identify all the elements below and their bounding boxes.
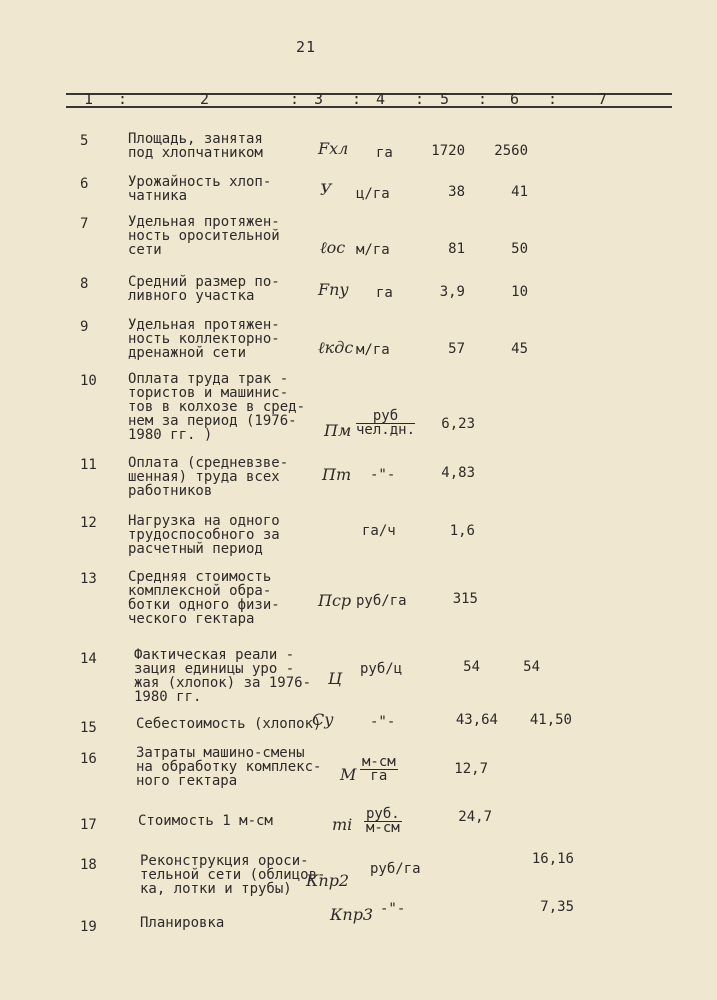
- row-number: 13: [80, 571, 97, 587]
- row-number: 16: [80, 751, 97, 767]
- row-symbol: Кпр3: [330, 905, 374, 924]
- row-value-col5: 24,7: [458, 809, 492, 825]
- unit-denominator: м-см: [366, 820, 400, 836]
- row-number: 11: [80, 457, 97, 473]
- unit-denominator: чел.дн.: [356, 422, 416, 438]
- row-value-col6: 54: [523, 659, 540, 675]
- row-value-col5: 1,6: [449, 523, 475, 539]
- column-header-1: 1: [84, 90, 94, 108]
- row-symbol: Fпу: [318, 280, 349, 299]
- column-separator: :: [290, 90, 300, 108]
- row-value-col6: 45: [511, 341, 528, 357]
- row-value-col6: 10: [511, 284, 528, 300]
- row-number: 10: [80, 373, 97, 389]
- row-unit: га/ч: [362, 523, 396, 539]
- row-unit: руб/га: [370, 861, 421, 877]
- row-unit: [356, 410, 415, 437]
- row-unit: -"-: [370, 467, 396, 483]
- row-name: Нагрузка на одного трудоспособного за расчетный период: [128, 513, 280, 557]
- page-number: 21: [296, 38, 317, 56]
- row-value-col5: 12,7: [454, 761, 488, 777]
- row-symbol: Ц: [328, 669, 342, 688]
- row-symbol: Fхл: [318, 139, 349, 158]
- row-value-col6: 2560: [494, 143, 528, 159]
- row-symbol: Пср: [318, 591, 352, 610]
- row-value-col5: 4,83: [441, 465, 475, 481]
- row-unit: руб/ц: [360, 661, 403, 677]
- row-number: 8: [80, 276, 89, 292]
- column-header-2: 2: [200, 90, 210, 108]
- row-number: 9: [80, 319, 89, 335]
- column-separator: :: [478, 90, 488, 108]
- row-unit: [364, 808, 402, 835]
- row-name: Фактическая реали - зация единицы уро - жая (хлопок) за 1976- 1980 гг.: [134, 647, 312, 705]
- row-name: Средний размер по- ливного участка: [128, 274, 280, 304]
- row-number: 17: [80, 817, 97, 833]
- row-symbol: У: [320, 180, 332, 199]
- row-value-col5: 3,9: [439, 284, 465, 300]
- unit-numerator: руб: [356, 410, 415, 424]
- row-value-col6: 7,35: [540, 899, 574, 915]
- row-value-col6: 41,50: [529, 712, 572, 728]
- row-value-col5: 57: [448, 341, 465, 357]
- row-name: Урожайность хлоп- чатника: [128, 174, 272, 204]
- row-name: Планировка: [140, 915, 225, 931]
- row-name: Затраты машино-смены на обработку комплекс- ного гектара: [136, 745, 322, 789]
- row-unit: м/га: [356, 342, 390, 358]
- row-number: 15: [80, 720, 97, 736]
- row-name: Средняя стоимость комплексной обра- ботки одного физи- ческого гектара: [128, 569, 280, 627]
- row-symbol: Пт: [322, 465, 352, 484]
- row-symbol: Су: [312, 710, 334, 729]
- column-header-7: 7: [598, 90, 608, 108]
- row-value-col6: 16,16: [531, 851, 574, 867]
- row-number: 6: [80, 176, 89, 192]
- row-name: Оплата труда трак - тористов и машинис- тов в колхозе в сред- нем за период (1976- 1980 гг. ): [128, 371, 306, 443]
- row-number: 18: [80, 857, 97, 873]
- column-separator: :: [118, 90, 128, 108]
- unit-denominator: га: [370, 768, 388, 784]
- row-unit: [360, 756, 398, 783]
- column-separator: :: [415, 90, 425, 108]
- row-symbol: ℓос: [320, 238, 346, 257]
- row-symbol: М: [340, 765, 357, 784]
- column-header-4: 4: [376, 90, 386, 108]
- column-separator: :: [352, 90, 362, 108]
- row-unit: -"-: [370, 714, 396, 730]
- row-value-col6: 50: [511, 241, 528, 257]
- row-unit: м/га: [356, 242, 390, 258]
- row-value-col5: 81: [448, 241, 465, 257]
- row-symbol: ℓкдс: [318, 338, 354, 357]
- column-header-5: 5: [440, 90, 450, 108]
- row-number: 19: [80, 919, 97, 935]
- header-rule-bottom: [66, 106, 672, 108]
- row-name: Удельная протяжен- ность оросительной сети: [128, 214, 280, 258]
- row-name: Оплата (средневзве- шенная) труда всех работников: [128, 455, 289, 499]
- row-unit: га: [376, 145, 393, 161]
- row-name: Площадь, занятая под хлопчатником: [128, 131, 263, 161]
- row-name: Удельная протяжен- ность коллекторно- дренажной сети: [128, 317, 280, 361]
- row-number: 7: [80, 216, 89, 232]
- row-value-col5: 38: [448, 184, 465, 200]
- row-name: Стоимость 1 м-см: [138, 813, 273, 829]
- row-value-col6: 41: [511, 184, 528, 200]
- row-value-col5: 315: [452, 591, 478, 607]
- column-separator: :: [548, 90, 558, 108]
- unit-numerator: руб.: [366, 806, 400, 822]
- row-value-col5: 6,23: [441, 416, 475, 432]
- row-unit: -"-: [380, 901, 406, 917]
- row-name: Реконструкция ороси- тельной сети (облицов- ка, лотки и трубы): [140, 853, 326, 897]
- row-value-col5: 54: [463, 659, 480, 675]
- row-number: 12: [80, 515, 97, 531]
- row-symbol: Кпр2: [306, 871, 350, 890]
- column-header-3: 3: [314, 90, 324, 108]
- row-unit: руб/га: [356, 593, 407, 609]
- column-header-6: 6: [510, 90, 520, 108]
- row-symbol: mi: [332, 815, 353, 834]
- row-number: 14: [80, 651, 97, 667]
- row-unit: га: [376, 285, 393, 301]
- row-number: 5: [80, 133, 89, 149]
- unit-numerator: м-см: [362, 754, 396, 770]
- row-value-col5: 1720: [431, 143, 465, 159]
- row-value-col5: 43,64: [455, 712, 498, 728]
- row-symbol: Пм: [324, 421, 352, 440]
- header-rule-top: [66, 93, 672, 95]
- row-name: Себестоимость (хлопок): [136, 716, 322, 732]
- row-unit: ц/га: [356, 186, 390, 202]
